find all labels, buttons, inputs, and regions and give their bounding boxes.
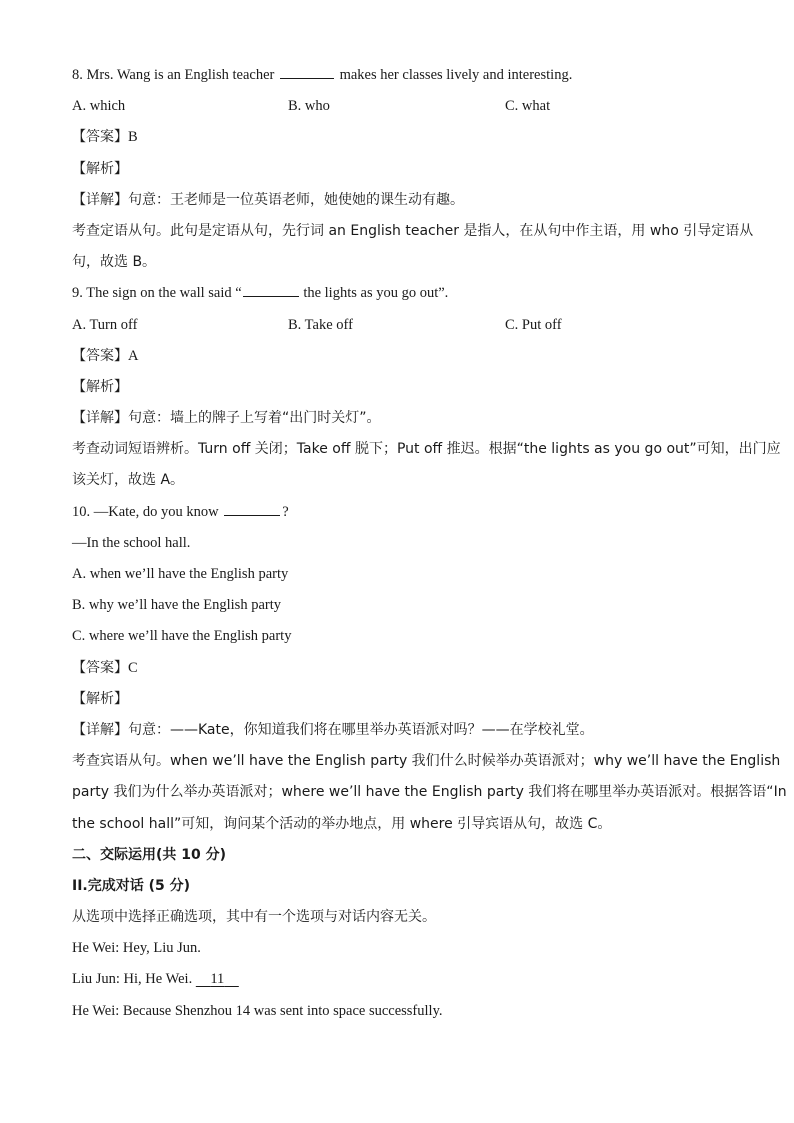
question-9-detail xyxy=(72,403,732,434)
detail-text: 句意：——Kate，你知道我们将在哪里举办英语派对吗？——在学校礼堂。 xyxy=(128,721,594,738)
option-b: B. Take off xyxy=(288,316,353,333)
detail-label: 【详解】 xyxy=(72,721,128,738)
option-c: C. what xyxy=(505,98,551,115)
question-8-explain-line-2: 句，故选 B。 xyxy=(72,254,157,271)
detail-label: 【详解】 xyxy=(72,191,128,208)
detail-text: 句意：墙上的牌子上写着“出门时关灯”。 xyxy=(128,410,381,427)
question-10-answer xyxy=(72,653,732,684)
option-b: B. who xyxy=(288,98,330,115)
option-a: A. which xyxy=(72,98,126,115)
dialogue-line-3: He Wei: Because Shenzhou 14 was sent into space successfully. xyxy=(72,1002,443,1019)
question-10-explain-line-3: the school hall”可知，询问某个活动的举办地点，用 where 引导宾语从句，故选 C。 xyxy=(72,815,612,832)
question-9-stem xyxy=(72,278,732,309)
dialogue-line-2 xyxy=(72,964,732,995)
question-8-explain-line-1: 考查定语从句。此句是定语从句，先行词 an English teacher 是指人，在从句中作主语，用 who 引导定语从 xyxy=(72,222,754,239)
question-9-options xyxy=(72,310,732,341)
answer-label: 【答案】 xyxy=(72,659,128,676)
question-10-detail xyxy=(72,715,732,746)
question-9-stem-after: the lights as you go out”. xyxy=(303,285,449,302)
question-10-stem-after: ? xyxy=(282,503,289,520)
question-10-explain-line-2: party 我们为什么举办英语派对；where we’ll have the English party 我们将在哪里举办英语派对。根据答语“In xyxy=(72,784,787,801)
option-c: C. Put off xyxy=(505,316,562,333)
question-8-stem xyxy=(72,60,732,91)
answer-blank xyxy=(224,514,280,516)
section-instruction: 从选项中选择正确选项，其中有一个选项与对话内容无关。 xyxy=(72,909,436,926)
question-10-stem xyxy=(72,497,732,528)
section-title: 二、交际运用(共 10 分) xyxy=(72,846,227,863)
option-a: A. Turn off xyxy=(72,316,138,333)
question-9-answer xyxy=(72,341,732,372)
question-9-explain-line-2: 该关灯，故选 A。 xyxy=(72,472,185,489)
question-10-analysis-label: 【解析】 xyxy=(72,690,128,707)
question-10-stem-before: 10. —Kate, do you know xyxy=(72,503,219,520)
answer-label: 【答案】 xyxy=(72,347,128,364)
answer-value: B xyxy=(128,129,138,146)
section-subtitle: II.完成对话 (5 分) xyxy=(72,877,191,894)
question-8-options xyxy=(72,91,732,122)
dialogue-line-1: He Wei: Hey, Liu Jun. xyxy=(72,940,201,957)
dialogue-line-2-text: Liu Jun: Hi, He Wei. xyxy=(72,971,193,988)
option-b: B. why we’ll have the English party xyxy=(72,597,281,614)
question-9-explain-line-1: 考查动词短语辨析。Turn off 关闭；Take off 脱下；Put off 推迟。根据“the lights as you go out”可知，出门应 xyxy=(72,441,781,458)
numbered-blank xyxy=(196,971,239,987)
question-9-analysis-label: 【解析】 xyxy=(72,378,128,395)
answer-blank xyxy=(243,295,299,297)
answer-label: 【答案】 xyxy=(72,129,128,146)
question-8-stem-after: makes her classes lively and interesting. xyxy=(339,67,573,83)
document-page xyxy=(72,60,787,1027)
detail-label: 【详解】 xyxy=(72,410,128,427)
question-8-detail xyxy=(72,185,732,216)
question-8-stem-before: 8. Mrs. Wang is an English teacher xyxy=(72,67,275,83)
question-8-answer xyxy=(72,122,732,153)
answer-blank xyxy=(280,77,334,79)
detail-text: 句意：王老师是一位英语老师，她使她的课生动有趣。 xyxy=(128,191,464,208)
option-a: A. when we’ll have the English party xyxy=(72,566,289,582)
question-9-stem-before: 9. The sign on the wall said “ xyxy=(72,285,242,302)
option-c: C. where we’ll have the English party xyxy=(72,628,292,645)
blank-number: 11 xyxy=(210,971,225,988)
question-10-reply: —In the school hall. xyxy=(72,534,191,551)
question-8-analysis-label: 【解析】 xyxy=(72,160,128,177)
answer-value: C xyxy=(128,659,138,676)
question-10-explain-line-1: 考查宾语从句。when we’ll have the English party 我们什么时候举办英语派对；why we’ll have the English xyxy=(72,753,781,770)
answer-value: A xyxy=(128,347,139,364)
